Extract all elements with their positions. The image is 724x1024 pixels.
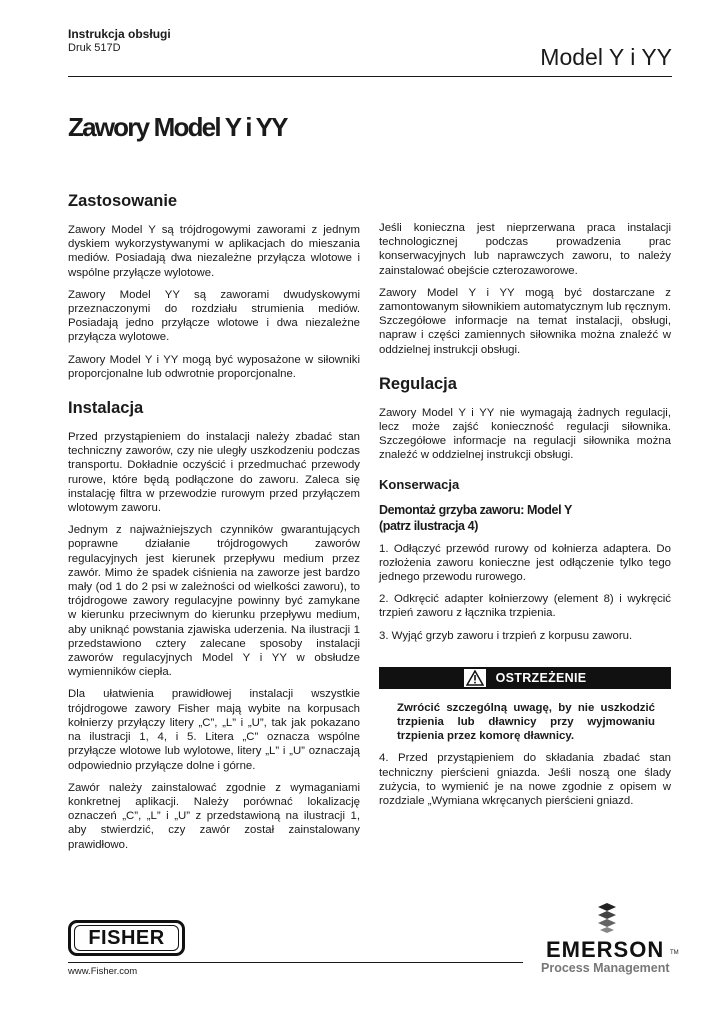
installation-paragraph-3: Dla ułatwienia prawidłowej instalacji wszystkie trójdrogowe zawory Fisher mają wybite na korpusach kołnierzy przyłączy litery „C”, „L” i „U”, tak jak pokazano na ilustracji 1, 4, i 5. Litera „C” oznacza wspólne przyłącze wlotowe lub wylotowe, litery „L” i „U” oznaczają odpowiednio przyłącze dolne i górne.: [68, 688, 360, 772]
footer-url[interactable]: www.Fisher.com: [68, 966, 138, 977]
manual-title: Instrukcja obsługi: [68, 27, 171, 41]
applications-paragraph-1: Zawory Model Y są trójdrogowymi zaworami z jednym dyskiem wykorzystywanymi w aplikacjach do mieszania mediów. Posiadają dwa niezależne przyłącza wlotowe i wspólne przyłącze wylotowe.: [68, 224, 360, 279]
disassembly-heading-line-2: (patrz ilustracja 4): [379, 518, 478, 533]
process-management-text: Process Management: [541, 961, 670, 975]
installation-paragraph-2: Jednym z najważniejszych czynników gwarantujących poprawne działanie trójdrogowych zaworów regulacyjnych jest kierunek przepływu medium przez zawór. Mimo że spadek ciśnienia na zaworze jest bardzo mały (od 1 do 2 psi w zależności od wielkości zaworu), to trójdrogowe zawory regulacyjne powinny być zamykane w kierunku przeciwnym do kierunku przepływu medium, aby uniknąć powstania zjawiska uderzenia. Na ilustracji 1 przedstawiono cztery zalecane sposoby instalacji zaworów regulacyjnych Model Y i YY w obsłudze wymienników ciepła.: [68, 524, 360, 679]
applications-paragraph-2: Zawory Model YY są zaworami dwudyskowymi przeznaczonymi do rozdziału strumienia mediów. Posiadają jedno przyłącze wlotowe i dwa niezależne przyłącza wylotowe.: [68, 288, 360, 344]
applications-paragraph-3: Zawory Model Y i YY mogą być wyposażone w siłowniki proporcjonalne lub odwrotnie proporcjonalne.: [68, 353, 360, 380]
warning-text: Zwrócić szczególną uwagę, by nie uszkodzić trzpienia lub dławnicy przy wyjmowaniu trzpienia przez komorę dławnicy.: [397, 701, 655, 743]
emerson-wordmark: EMERSON: [546, 937, 665, 962]
continuation-paragraph-1: Jeśli konieczna jest nieprzerwana praca instalacji technologicznej podczas prowadzenia prac konserwacyjnych lub naprawczych zaworu, to należy zainstalować obejście czterozaworowe.: [379, 222, 671, 277]
warning-label: OSTRZEŻENIE: [495, 670, 587, 685]
warning-banner: [379, 667, 671, 689]
disassembly-heading: [379, 502, 671, 534]
footer-rule: [68, 962, 523, 963]
right-column: [379, 221, 671, 816]
step-1: 1. Odłączyć przewód rurowy od kołnierza adaptera. Do rozłożenia zaworu konieczne jest odłączenie tylko tego jednego przewodu rurowego.: [379, 542, 671, 584]
adjustment-heading: Regulacja: [379, 374, 457, 393]
header-model: Model Y i YY: [540, 44, 672, 70]
header-rule: [68, 76, 672, 77]
continuation-paragraph-2: Zawory Model Y i YY mogą być dostarczane z zamontowanym siłownikiem automatycznym lub ręcznym. Szczegółowe informacje na temat instalacji, obsługi, napraw i części zamiennych siłownika można znaleźć w oddzielnej instrukcji obsługi.: [379, 286, 671, 356]
installation-paragraph-1: Przed przystąpieniem do instalacji należy zbadać stan techniczny zaworów, czy nie uległy uszkodzeniu podczas transportu. Dokładnie oczyścić i przedmuchać przewody rurowe, które będą podłączone do zaworu. Zaleca się instalację filtra w przewodzie rurowym przed przyłączem wlotowym zaworu.: [68, 431, 360, 515]
fisher-logo: [68, 920, 185, 956]
disassembly-heading-line-1: Demontaż grzyba zaworu: Model Y: [379, 502, 572, 517]
doc-code: Druk 517D: [68, 42, 121, 54]
installation-heading: Instalacja: [68, 399, 144, 418]
adjustment-paragraph: Zawory Model Y i YY nie wymagają żadnych regulacji, lecz może zajść konieczność regulacji siłownika. Szczegółowe informacje na regulacji siłownika można znaleźć w oddzielnej instrukcji obsługi.: [379, 406, 671, 462]
document-title: Zawory Model Y i YY: [68, 112, 287, 142]
step-3: 3. Wyjąć grzyb zaworu i trzpień z korpusu zaworu.: [379, 629, 633, 642]
installation-paragraph-4: Zawór należy zainstalować zgodnie z wymaganiami konkretnej aplikacji. Należy porównać lokalizację oznaczeń „C”, „L” i „U” z przedstawioną na ilustracji 1, aby stwierdzić, czy zawór został zainstalowany prawidłowo.: [68, 781, 360, 851]
applications-heading: Zastosowanie: [68, 192, 178, 210]
warning-triangle-icon: [464, 669, 486, 687]
fisher-logo-text: FISHER: [74, 925, 179, 951]
step-4: 4. Przed przystąpieniem do składania zbadać stan techniczny pierścieni gniazda. Jeśli noszą one ślady zużycia, to wymienić je na nowe zgodnie z opisem w rozdziale „Wymiana wkręcanych pierścieni gniazd.: [379, 752, 671, 808]
emerson-logo-icon: [590, 902, 624, 939]
left-column: [68, 192, 360, 860]
maintenance-heading: Konserwacja: [379, 476, 460, 492]
emerson-trademark: TM: [670, 950, 679, 956]
step-2: 2. Odkręcić adapter kołnierzowy (element 8) i wykręcić trzpień zaworu z łącznika trzpienia.: [379, 593, 671, 620]
